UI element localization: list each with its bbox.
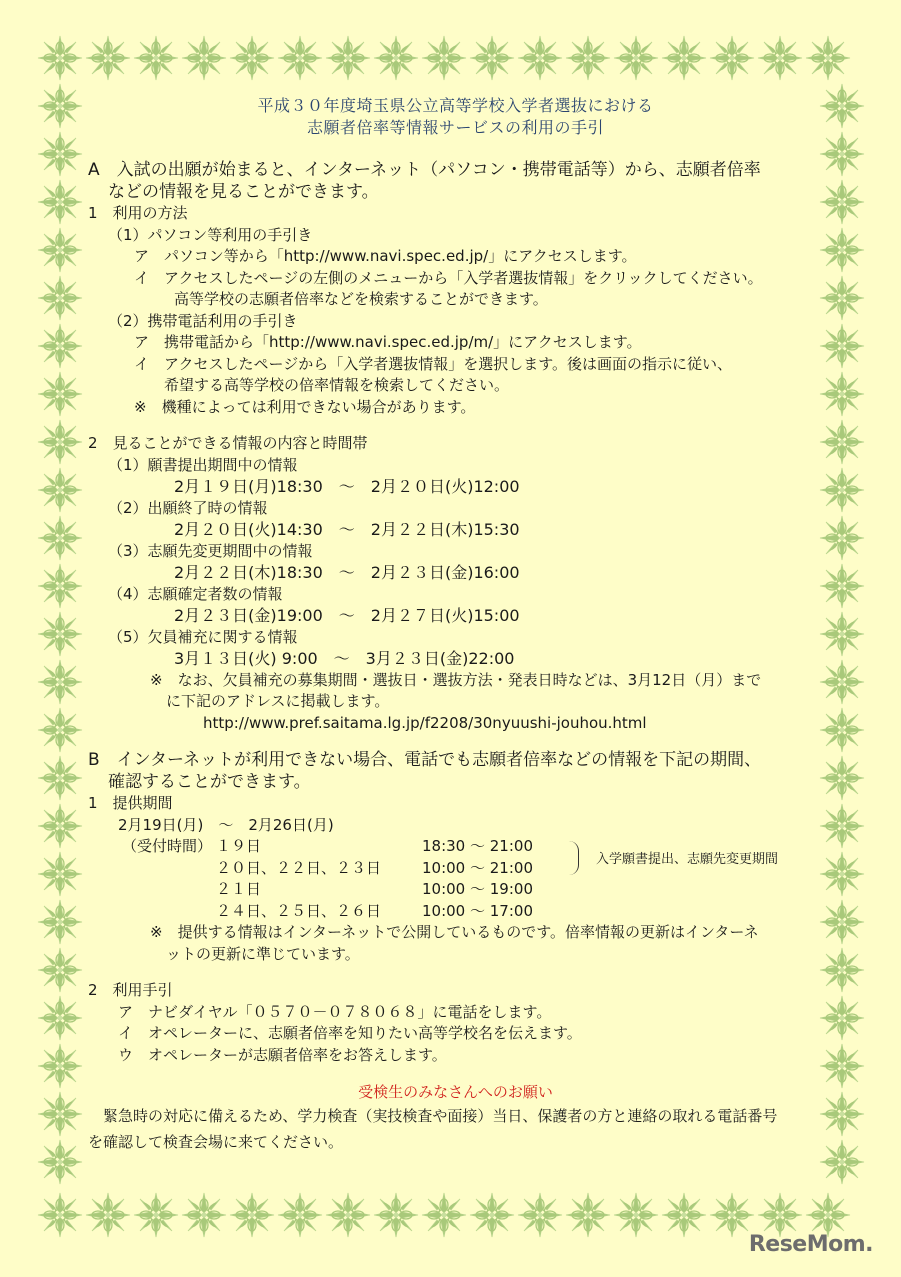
- snowflake-flower-icon: [36, 658, 84, 706]
- snowflake-flower-icon: [132, 34, 180, 82]
- snowflake-flower-icon: [818, 1138, 866, 1186]
- snowflake-flower-icon: [276, 1191, 324, 1239]
- snowflake-flower-icon: [818, 178, 866, 226]
- period-label: （1）願書提出期間中の情報: [108, 455, 298, 474]
- brace-icon: [568, 841, 579, 875]
- mobile-guide-item-i: イ アクセスしたページから「入学者選抜情報」を選択します。後は画面の指示に従い、: [134, 354, 733, 373]
- snowflake-flower-icon: [818, 418, 866, 466]
- snowflake-flower-icon: [818, 466, 866, 514]
- snowflake-flower-icon: [468, 34, 516, 82]
- snowflake-flower-icon: [818, 226, 866, 274]
- snowflake-flower-icon: [36, 754, 84, 802]
- snowflake-flower-icon: [818, 274, 866, 322]
- snowflake-flower-icon: [36, 130, 84, 178]
- snowflake-flower-icon: [818, 850, 866, 898]
- mobile-guide-note: ※ 機種によっては利用できない場合があります。: [134, 397, 476, 416]
- snowflake-flower-icon: [276, 34, 324, 82]
- reception-days: ２１日: [216, 880, 262, 898]
- snowflake-flower-icon: [36, 418, 84, 466]
- snowflake-flower-icon: [228, 34, 276, 82]
- period-label: （5）欠員補充に関する情報: [108, 627, 298, 646]
- phone-info-note-cont: ットの更新に準じています。: [166, 944, 360, 963]
- snowflake-flower-icon: [818, 658, 866, 706]
- phone-info-note: ※ 提供する情報はインターネットで公開しているものです。倍率情報の更新はインターネ: [150, 923, 759, 941]
- brace-note: 入学願書提出、志願先変更期間: [596, 852, 779, 867]
- snowflake-flower-icon: [84, 34, 132, 82]
- phone-guide-item-i: イ オペレーターに、志願者倍率を知りたい高等学校名を伝えます。: [118, 1024, 582, 1042]
- snowflake-flower-icon: [420, 34, 468, 82]
- snowflake-flower-icon: [324, 34, 372, 82]
- snowflake-flower-icon: [372, 34, 420, 82]
- snowflake-flower-icon: [756, 34, 804, 82]
- mobile-guide-item-a: ア 携帯電話から「http://www.navi.spec.ed.jp/m/」にアクセスします。: [134, 333, 642, 351]
- snowflake-flower-icon: [36, 802, 84, 850]
- snowflake-flower-icon: [36, 370, 84, 418]
- snowflake-flower-icon: [612, 34, 660, 82]
- period-time: 3月１３日(火) 9:00 ～ 3月２３日(金)22:00: [174, 649, 515, 668]
- resemom-logo: ReseMom.: [748, 1232, 873, 1257]
- snowflake-flower-icon: [708, 34, 756, 82]
- period-time: 2月２２日(木)18:30 ～ 2月２３日(金)16:00: [174, 563, 520, 582]
- section-a-part2-heading: 2 見ることができる情報の内容と時間帯: [88, 434, 368, 452]
- request-body-cont: を確認して検査会場に来てください。: [88, 1133, 344, 1151]
- snowflake-flower-icon: [132, 1191, 180, 1239]
- snowflake-flower-icon: [564, 1191, 612, 1239]
- snowflake-flower-icon: [818, 370, 866, 418]
- section-a-heading: A 入試の出願が始まると、インターネット（パソコン・携帯電話等）から、志願者倍率: [88, 160, 761, 180]
- period-label: （4）志願確定者数の情報: [108, 584, 283, 603]
- document-body: [88, 95, 823, 1155]
- reception-days: ２４日、２５日、２６日: [216, 901, 382, 920]
- snowflake-flower-icon: [818, 706, 866, 754]
- snowflake-flower-icon: [36, 226, 84, 274]
- mobile-guide-heading: （2）携帯電話利用の手引き: [108, 311, 298, 330]
- snowflake-flower-icon: [36, 1090, 84, 1138]
- snowflake-flower-icon: [36, 1042, 84, 1090]
- snowflake-flower-icon: [818, 322, 866, 370]
- period-label: （2）出願終了時の情報: [108, 498, 268, 517]
- snowflake-flower-icon: [36, 274, 84, 322]
- snowflake-flower-icon: [516, 1191, 564, 1239]
- snowflake-flower-icon: [84, 1191, 132, 1239]
- section-b-part1-heading: 1 提供期間: [88, 794, 173, 812]
- section-b-part2-heading: 2 利用手引: [88, 981, 173, 999]
- section-b: [88, 749, 823, 1066]
- snowflake-flower-icon: [36, 994, 84, 1042]
- snowflake-flower-icon: [36, 1191, 84, 1239]
- snowflake-flower-icon: [468, 1191, 516, 1239]
- snowflake-flower-icon: [818, 994, 866, 1042]
- pc-guide-heading: （1）パソコン等利用の手引き: [108, 225, 313, 244]
- request-section: [88, 1081, 823, 1155]
- snowflake-flower-icon: [818, 130, 866, 178]
- phone-guide-item-a: ア ナビダイヤル「０５７０－０７８０６８」に電話をします。: [118, 1002, 552, 1021]
- snowflake-flower-icon: [420, 1191, 468, 1239]
- section-a-heading-cont: などの情報を見ることができます。: [108, 182, 379, 202]
- bottom-border: [36, 1191, 852, 1239]
- snowflake-flower-icon: [818, 82, 866, 130]
- phone-service-range: 2月19日(月) ～ 2月26日(月): [118, 815, 334, 834]
- snowflake-flower-icon: [818, 562, 866, 610]
- mobile-guide-item-i-cont: 希望する高等学校の倍率情報を検索してください。: [164, 376, 510, 394]
- snowflake-flower-icon: [36, 178, 84, 226]
- snowflake-flower-icon: [818, 514, 866, 562]
- snowflake-flower-icon: [564, 34, 612, 82]
- pc-guide-item-i-cont: 高等学校の志願者倍率などを検索することができます。: [174, 290, 548, 308]
- snowflake-flower-icon: [36, 466, 84, 514]
- reception-time: 10:00 ～ 17:00: [422, 901, 533, 920]
- pc-guide-item-a: ア パソコン等から「http://www.navi.spec.ed.jp/」にアクセスします。: [134, 247, 637, 265]
- snowflake-flower-icon: [804, 34, 852, 82]
- snowflake-flower-icon: [36, 850, 84, 898]
- snowflake-flower-icon: [36, 514, 84, 562]
- snowflake-flower-icon: [180, 1191, 228, 1239]
- section-a-part1-heading: 1 利用の方法: [88, 204, 188, 222]
- reception-row: [88, 879, 823, 901]
- snowflake-flower-icon: [36, 34, 84, 82]
- snowflake-flower-icon: [818, 1090, 866, 1138]
- section-a: [88, 159, 823, 734]
- snowflake-flower-icon: [36, 322, 84, 370]
- request-title: 受検生のみなさんへのお願い: [358, 1083, 553, 1101]
- snowflake-flower-icon: [372, 1191, 420, 1239]
- vacancy-note: ※ なお、欠員補充の募集期間・選抜日・選抜方法・発表日時などは、3月12日（月）まで: [150, 670, 762, 689]
- reception-time: 10:00 ～ 21:00: [422, 858, 533, 877]
- reception-hours-table: [88, 836, 823, 922]
- snowflake-flower-icon: [516, 34, 564, 82]
- right-border: [818, 82, 866, 1186]
- reception-days: １９日: [216, 837, 262, 855]
- snowflake-flower-icon: [818, 898, 866, 946]
- snowflake-flower-icon: [818, 802, 866, 850]
- title-line-1: 平成３０年度埼玉県公立高等学校入学者選抜における: [257, 96, 654, 115]
- period-time: 2月２０日(火)14:30 ～ 2月２２日(木)15:30: [174, 520, 520, 539]
- request-body: 緊急時の対応に備えるため、学力検査（実技検査や面接）当日、保護者の方と連絡の取れる電話番号: [88, 1107, 778, 1125]
- snowflake-flower-icon: [36, 706, 84, 754]
- section-b-heading: B インターネットが利用できない場合、電話でも志願者倍率などの情報を下記の期間、: [88, 750, 762, 770]
- snowflake-flower-icon: [228, 1191, 276, 1239]
- phone-guide-item-u: ウ オペレーターが志願者倍率をお答えします。: [118, 1045, 447, 1064]
- snowflake-flower-icon: [612, 1191, 660, 1239]
- snowflake-flower-icon: [36, 82, 84, 130]
- section-b-heading-cont: 確認することができます。: [108, 772, 311, 792]
- snowflake-flower-icon: [36, 562, 84, 610]
- period-time: 2月２３日(金)19:00 ～ 2月２７日(火)15:00: [174, 606, 520, 625]
- page-title: [88, 95, 823, 139]
- left-border: [36, 82, 84, 1186]
- snowflake-flower-icon: [36, 946, 84, 994]
- snowflake-flower-icon: [818, 610, 866, 658]
- vacancy-info-url[interactable]: http://www.pref.saitama.lg.jp/f2208/30nyuushi-jouhou.html: [203, 713, 647, 732]
- reception-time: 18:30 ～ 21:00: [422, 837, 533, 855]
- snowflake-flower-icon: [818, 946, 866, 994]
- snowflake-flower-icon: [818, 1042, 866, 1090]
- title-line-2: 志願者倍率等情報サービスの利用の手引: [306, 118, 604, 137]
- top-border: [36, 34, 852, 82]
- reception-days: ２０日、２２日、２３日: [216, 858, 382, 877]
- snowflake-flower-icon: [180, 34, 228, 82]
- snowflake-flower-icon: [36, 1138, 84, 1186]
- vacancy-note-cont: に下記のアドレスに掲載します。: [166, 692, 390, 710]
- period-time: 2月１９日(月)18:30 ～ 2月２０日(火)12:00: [174, 477, 520, 496]
- pc-guide-item-i: イ アクセスしたページの左側のメニューから「入学者選抜情報」をクリックしてください。: [134, 268, 763, 287]
- snowflake-flower-icon: [660, 1191, 708, 1239]
- period-label: （3）志願先変更期間中の情報: [108, 541, 313, 560]
- snowflake-flower-icon: [818, 754, 866, 802]
- snowflake-flower-icon: [36, 610, 84, 658]
- snowflake-flower-icon: [324, 1191, 372, 1239]
- reception-label: （受付時間）: [122, 837, 213, 855]
- snowflake-flower-icon: [36, 898, 84, 946]
- reception-row: [88, 901, 823, 923]
- reception-time: 10:00 ～ 19:00: [422, 880, 533, 898]
- snowflake-flower-icon: [660, 34, 708, 82]
